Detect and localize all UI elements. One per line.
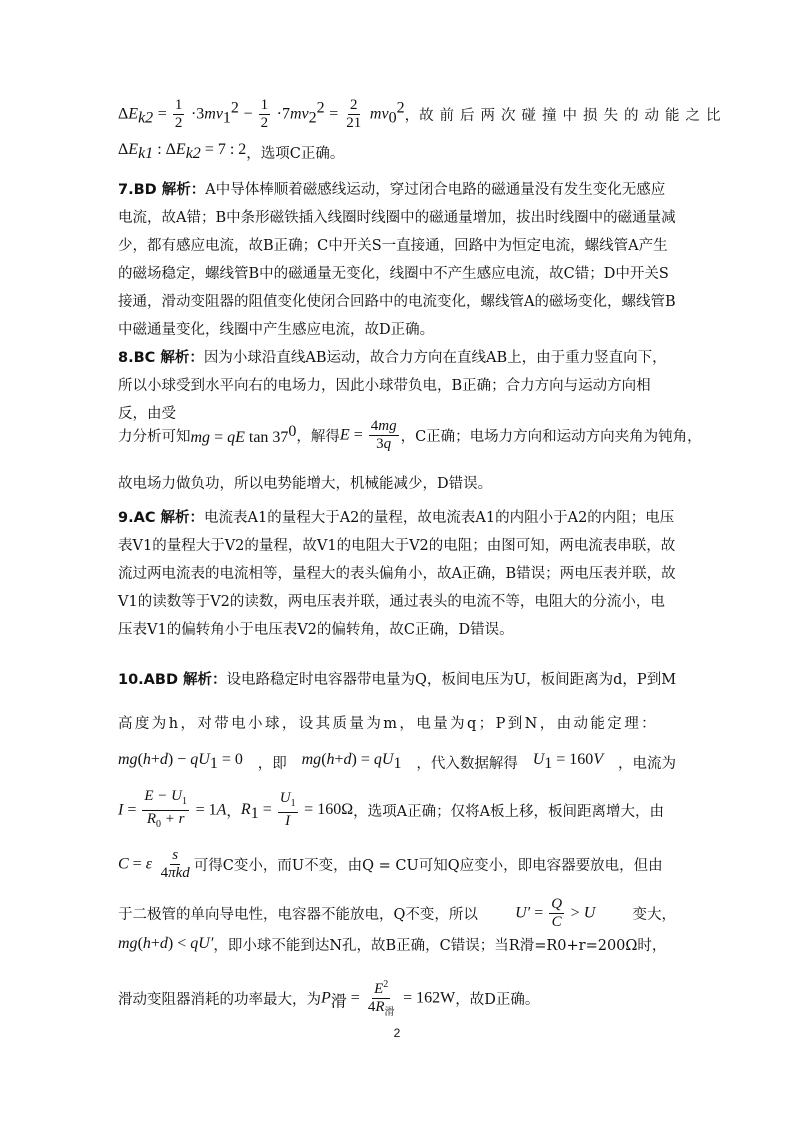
- q6-equation-1: $\Delta E_{k2}$ = $\frac{1}{2}$ $\cdot 3mv_1^2$ − $\frac{1}{2}$ $\cdot 7mv_2^2$ = $\frac{2}{21}$ $mv_0^2$: [118, 96, 405, 131]
- q10-l6c: 变大，: [632, 906, 676, 923]
- q8-pre: 力分析可知: [118, 428, 191, 445]
- q9-body: 电流表A1的量程大于A2的量程，故电流表A1的内阻小于A2的内阻；电压表V1的量程大于V2的量程，故V1的电阻大于V2的电阻；由图可知，两电流表串联，故流过两电流表的电流相等，量程大的表头偏角小，故A正确，B错误；两电压表并联，故V1的读数等于V2的读数，两电压表并联，通过表头的电流不等，电阻大的分流小，电压表V1的偏转角小于电压表V2的偏转角，故C正确，D错误。: [118, 510, 676, 638]
- q8-post: ，C正确；电场力方向和运动方向夹角为钝角，: [400, 428, 702, 445]
- q7-body: A中导体棒顺着磁感线运动，穿过闭合电路的磁通量没有发生变化无感应电流，故A错；B中条形磁铁插入线圈时线圈中的磁通量增加，拔出时线圈中的磁通量减少，都有感应电流，故B正确；C中开关S一直接通，回路中为恒定电流，螺线管A产生的磁场稳定，螺线管B中的磁通量无变化，线圈中不产生感应电流，故C错；D中开关S接通，滑动变阻器的阻值变化使闭合回路中的电流变化，螺线管A的磁场变化，螺线管B中磁通量变化，线圈中产生感应电流，故D正确。: [118, 182, 676, 338]
- q6-line-2: [118, 135, 676, 169]
- q10-line-2: [118, 700, 676, 744]
- q8-paragraph-2: [118, 470, 676, 498]
- q10-l8a: 滑动变阻器消耗的功率最大，为: [118, 991, 321, 1008]
- q6-text-1: 故前后两次碰撞中损失的动能之比: [419, 107, 727, 124]
- q8-equation-1: mg = qE $\tan 37^0$: [190, 423, 297, 446]
- q7-label: 7.BD 解析：: [118, 182, 206, 198]
- q10-l3f: ，电流为: [617, 755, 676, 772]
- q10-l3d: ，代入数据解得: [416, 755, 518, 772]
- q6-ratio: $\Delta E_{k1}$ : $\Delta E_{k2} = 7$ : 2: [118, 141, 247, 162]
- q10-eq-inequality: mg(h+d) < qU′: [118, 935, 214, 952]
- q8-body-1: 因为小球沿直线AB运动，故合力方向在直线AB上，由于重力竖直向下，所以小球受到水平向右的电场力，因此小球带负电，B正确；合力方向与运动方向相反，由受: [118, 350, 667, 422]
- q10-eq-current: I = $\frac{E - U_1}{R_0 + r}$ = 1A: [118, 787, 227, 830]
- q10-l5b: 可得C变小，而U不变，由Q = CU可知Q应变小，即电容器要放电，但由: [193, 857, 663, 874]
- q10-line-5: [118, 838, 676, 890]
- q10-l4c: ，选项A正确；仅将A板上移，板间距离增大，由: [353, 803, 665, 820]
- q10-eq-power: $P_滑$ = $\frac{E^2}{4R_滑}$ = 162W: [321, 976, 455, 1021]
- q6-text-2: ，选项C正确。: [246, 145, 345, 162]
- q10-eq-capacitance: C = ε $\frac{s}{\text{4πkd}}$: [118, 846, 190, 881]
- q6-line-1: $\Delta E_{k2}$ = $\frac{1}{2}$ $\cdot 3mv_1^2$ − $\frac{1}{2}$ $\cdot 7mv_2^2$ = $\frac{2}{21}$ $mv_0^2$ ， 故前后两次碰撞中损失的动能之比: [118, 96, 727, 131]
- q10-line-4: I = $\frac{E - U_1}{R_0 + r}$ = 1A ， $R_1$ = $\frac{U_1}{I}$ = 160Ω ，选项A正确；仅将A板上移，板间距离增大，由: [118, 784, 676, 836]
- q8-body-2: 故电场力做负功，所以电势能增大，机械能减少，D错误。: [118, 476, 493, 492]
- q10-l3b: ，即: [257, 755, 287, 772]
- q10-line-1-text: 设电路稳定时电容器带电量为Q，板间电压为U，板间距离为d，P到M: [226, 671, 677, 688]
- q10-eq-energy-2: $mg(h+d) = qU_1$: [301, 751, 402, 772]
- q9-label: 9.AC 解析：: [118, 510, 205, 526]
- q8-mid: ，解得: [296, 428, 340, 445]
- q10-line-2-text: 高度为h，对带电小球，设其质量为m，电量为q；P到N，由动能定理：: [118, 715, 659, 732]
- q10-l7b: ，即小球不能到达N孔，故B正确，C错误；当R滑=R0+r=200Ω时，: [213, 937, 667, 954]
- q10-eq-energy: $mg(h+d) - qU_1 = 0$: [118, 751, 243, 772]
- q10-eq-u1: $U_1 = 160V$: [532, 751, 604, 772]
- q10-l6a: 于二极管的单向导电性，电容器不能放电，Q不变，所以: [118, 906, 478, 923]
- q7-paragraph: [118, 176, 676, 344]
- q10-line-1: [118, 656, 676, 700]
- q10-line-7: [118, 922, 676, 966]
- q10-line-3: [118, 740, 676, 784]
- q10-line-8: [118, 972, 676, 1024]
- page-number: 2: [393, 1026, 401, 1040]
- q8-equation-2: E = $\frac{4mg}{3q}$: [339, 417, 397, 452]
- q10-l8c: ，故D正确。: [455, 991, 540, 1008]
- q10-eq-r1: $R_1$ = $\frac{U_1}{I}$ = 160Ω: [240, 790, 354, 829]
- q9-paragraph: [118, 504, 676, 644]
- q10-label: 10.ABD 解析：: [118, 671, 227, 688]
- q8-label: 8.BC 解析：: [118, 350, 204, 366]
- q8-equation-line: [118, 410, 702, 460]
- q10-eq-voltage: U′ = $\frac{Q}{C}$ > U: [515, 895, 596, 930]
